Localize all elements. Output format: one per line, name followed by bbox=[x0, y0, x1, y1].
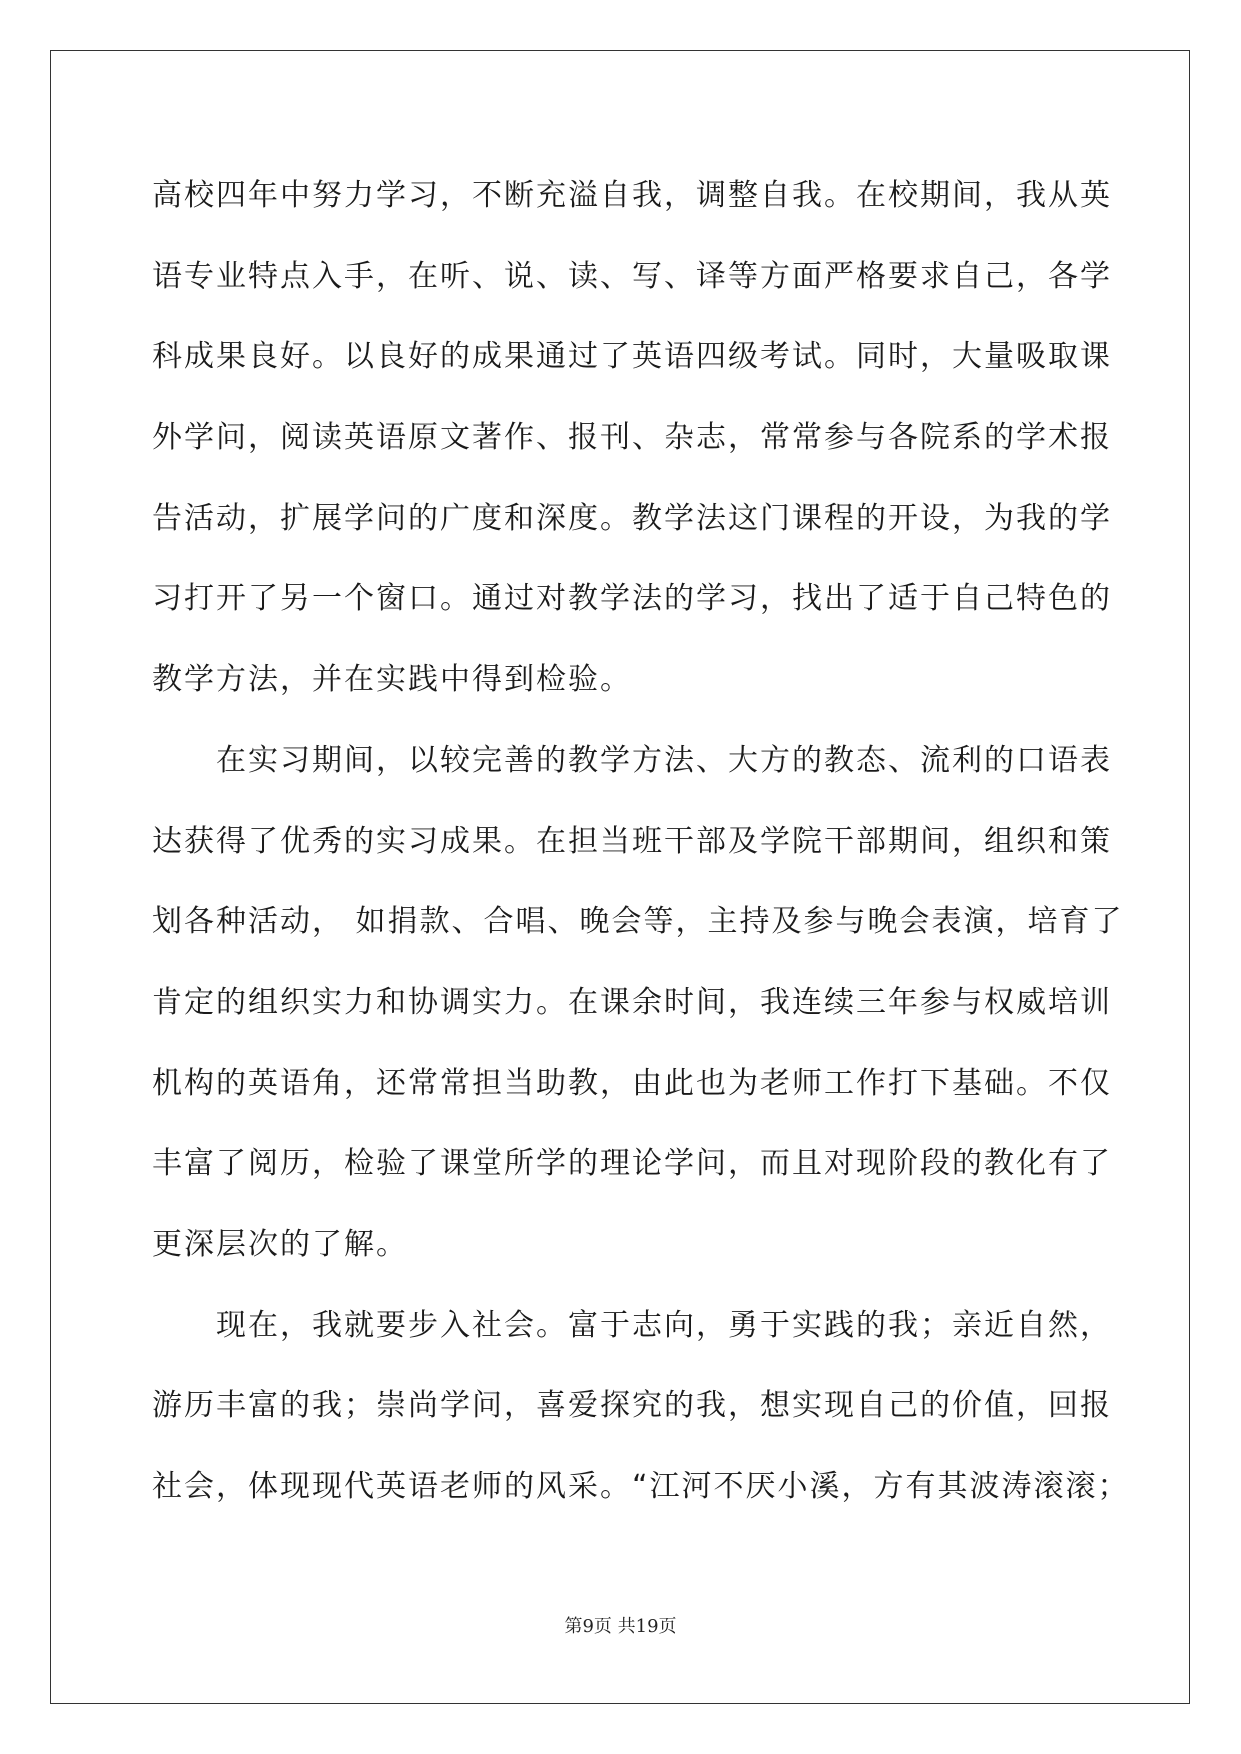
paragraph-start-line: 在实习期间，以较完善的教学方法、大方的教态、流利的口语表 bbox=[216, 742, 1112, 778]
text-line: 教学方法，并在实践中得到检验。 bbox=[152, 662, 632, 698]
text-line: 语专业特点入手，在听、说、读、写、译等方面严格要求自己，各学 bbox=[152, 258, 1112, 294]
text-line: 游历丰富的我；崇尚学问，喜爱探究的我，想实现自己的价值，回报 bbox=[152, 1388, 1112, 1424]
text-line: 更深层次的了解。 bbox=[152, 1226, 408, 1262]
text-line: 习打开了另一个窗口。通过对教学法的学习，找出了适于自己特色的 bbox=[152, 581, 1112, 617]
text-line: 高校四年中努力学习，不断充溢自我，调整自我。在校期间，我从英 bbox=[152, 178, 1112, 213]
text-line: 达获得了优秀的实习成果。在担当班干部及学院干部期间，组织和策 bbox=[152, 823, 1112, 859]
text-line: 告活动，扩展学问的广度和深度。教学法这门课程的开设，为我的学 bbox=[152, 500, 1112, 536]
text-line: 丰富了阅历，检验了课堂所学的理论学问，而且对现阶段的教化有了 bbox=[152, 1146, 1112, 1182]
text-line: 社会，体现现代英语老师的风采。“江河不厌小溪，方有其波涛滚滚； bbox=[152, 1469, 1130, 1504]
text-line: 外学问，阅读英语原文著作、报刊、杂志，常常参与各院系的学术报 bbox=[152, 420, 1112, 456]
text-line: 肯定的组织实力和协调实力。在课余时间，我连续三年参与权威培训 bbox=[152, 984, 1112, 1020]
page-footer: 第9页 共19页 bbox=[564, 1616, 677, 1637]
text-line: 科成果良好。以良好的成果通过了英语四级考试。同时，大量吸取课 bbox=[152, 339, 1112, 375]
text-line: 划各种活动， 如捐款、合唱、晚会等，主持及参与晚会表演，培育了 bbox=[152, 904, 1124, 940]
paragraph-start-line: 现在，我就要步入社会。富于志向，勇于实践的我；亲近自然， bbox=[216, 1307, 1112, 1343]
document-body bbox=[152, 166, 1130, 1538]
text-line: 机构的英语角，还常常担当助教，由此也为老师工作打下基础。不仅 bbox=[152, 1065, 1112, 1101]
